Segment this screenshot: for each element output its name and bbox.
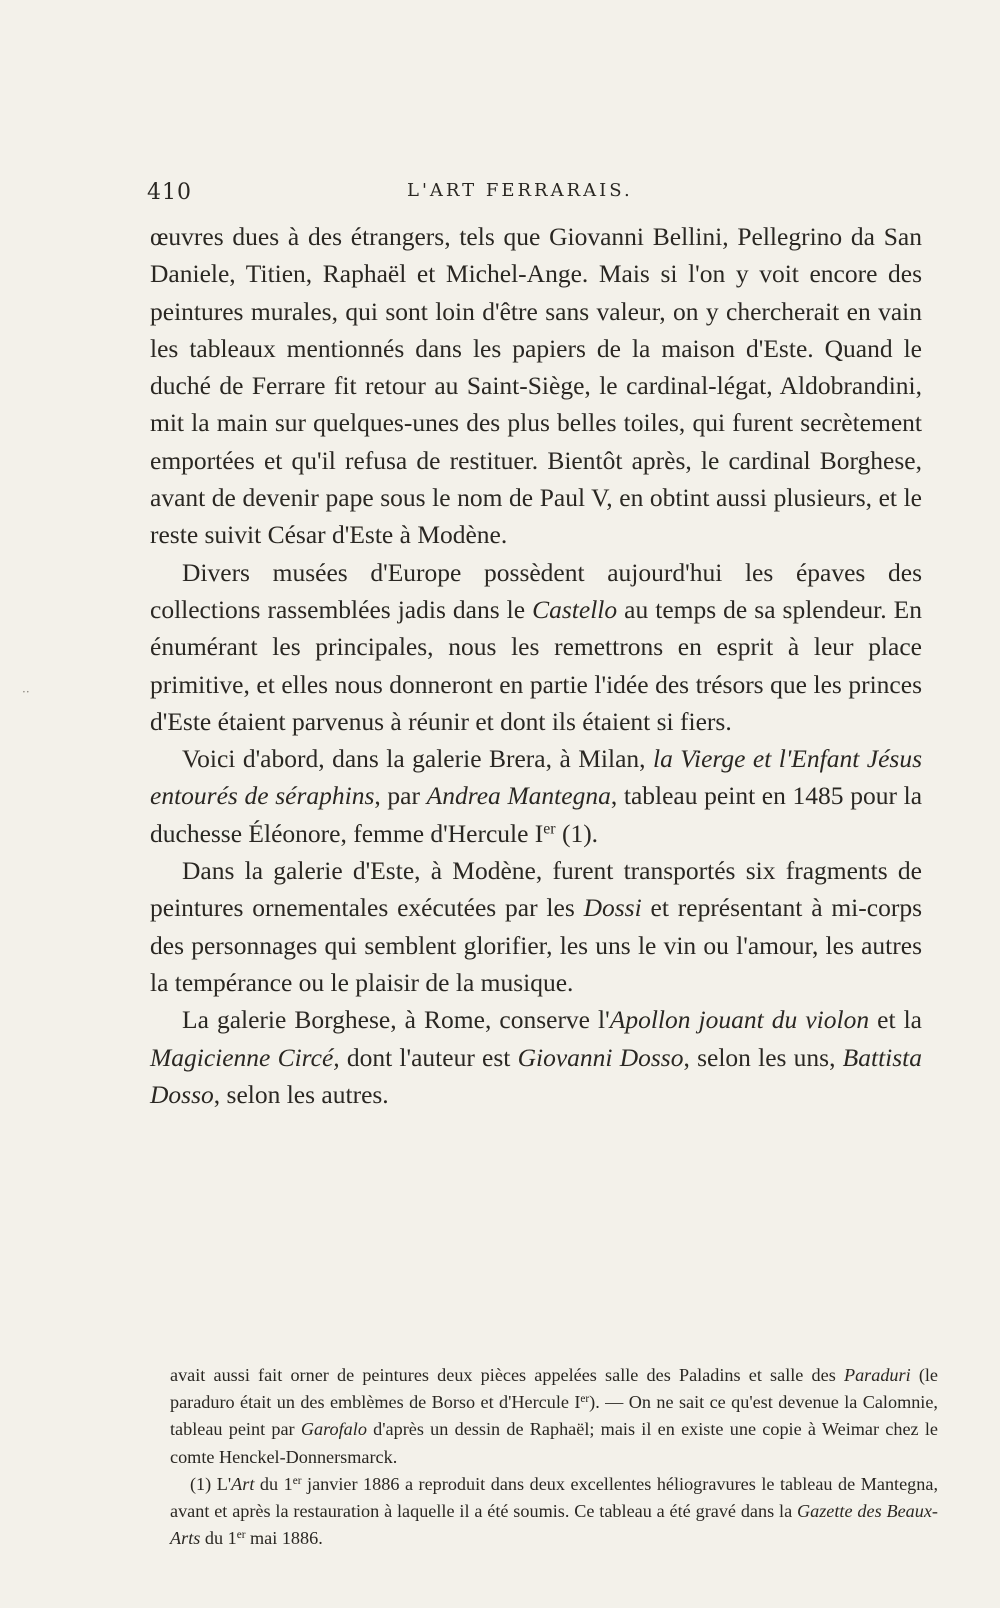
margin-speck: ·· bbox=[22, 685, 30, 699]
text-run: mai 1886. bbox=[245, 1528, 323, 1549]
paragraph-4 bbox=[150, 852, 922, 1001]
italic-run: Giovanni Dosso bbox=[517, 1042, 684, 1072]
footnote-continued bbox=[170, 1362, 938, 1471]
italic-run: Andrea Mantegna bbox=[426, 781, 611, 811]
text-run: œuvres dues à des étrangers, tels que Giovanni Bellini, Pellegrino da San Daniele, Titien, Raphaël et Michel-Ange. Mais si l'on y voit encore des peintures murales, qui sont loin d'être sans valeur, on y chercherait en vain les tableaux mentionnés dans les papiers de la maison d'Este. Quand le duché de Ferrare fit retour au Saint-Siège, le cardinal-légat, Aldobrandini, mit la main sur quelques-unes des plus belles toiles, qui furent secrètement emportées et qu'il refusa de restituer. Bientôt après, le cardinal Borghese, avant de devenir pape sous le nom de Paul V, en obtint aussi plusieurs, et le reste suivit César d'Este à Modène. bbox=[150, 222, 922, 550]
text-run: , selon les uns, bbox=[683, 1042, 843, 1072]
italic-run: Apollon jouant du violon bbox=[609, 1005, 870, 1035]
text-run: La galerie Borghese, à Rome, conserve l' bbox=[182, 1005, 610, 1035]
italic-run: Art bbox=[231, 1473, 255, 1494]
page-number: 410 bbox=[147, 180, 192, 205]
body-text bbox=[150, 218, 922, 1113]
text-run: (1). bbox=[555, 818, 599, 848]
text-run: du 1 bbox=[200, 1528, 237, 1549]
text-run: dont l'auteur est bbox=[339, 1042, 518, 1072]
paragraph-5 bbox=[150, 1001, 922, 1113]
text-run: (le paraduro était un des emblèmes de Borso et d'Hercule I bbox=[170, 1365, 939, 1413]
text-run: janvier 1886 a reproduit dans deux excellentes héliogravures le tableau de Mantegna, avant et après la restauration à laquelle il a été soumis. Ce tableau a été gravé dans la bbox=[170, 1473, 938, 1522]
text-run: , tableau peint en 1485 pour la duchesse Éléonore, femme d'Hercule I bbox=[150, 781, 923, 848]
text-run: et représentant à mi-corps des personnages qui semblent glorifier, les uns le vin ou l'amour, les autres la tempérance ou le plaisir de la musique. bbox=[150, 893, 922, 997]
italic-run: Gazette des Beaux-Arts bbox=[170, 1501, 938, 1549]
text-run: Voici d'abord, dans la galerie Brera, à Milan, bbox=[182, 744, 653, 774]
italic-run: Garofalo bbox=[300, 1419, 367, 1440]
text-run: au temps de sa splendeur. En énumérant les principales, nous les remettrons en esprit à leur place primitive, et elles nous donneront en partie l'idée des trésors que les princes d'Este étaient parvenus à réunir et dont ils étaient si fiers. bbox=[150, 594, 922, 736]
text-run: du 1 bbox=[254, 1473, 293, 1494]
superscript: er bbox=[292, 1474, 302, 1487]
italic-run: Magicienne Circé, bbox=[150, 1042, 340, 1072]
text-run: d'après un dessin de Raphaël; mais il en existe une copie à Weimar chez le comte Henckel-Donnersmarck. bbox=[170, 1419, 938, 1467]
text-run: , selon les autres. bbox=[213, 1079, 389, 1109]
italic-run: la Vierge et l'Enfant Jésus entourés de séraphins bbox=[150, 744, 923, 811]
paragraph-2 bbox=[150, 554, 922, 740]
italic-run: Dossi bbox=[583, 893, 642, 923]
paragraph-3 bbox=[150, 740, 922, 852]
text-run: et la bbox=[869, 1005, 923, 1035]
superscript: er bbox=[580, 1393, 590, 1405]
paragraph-1 bbox=[150, 218, 922, 554]
footnote-1 bbox=[170, 1471, 938, 1553]
superscript: er bbox=[236, 1529, 246, 1542]
text-run: Divers musées d'Europe possèdent aujourd'hui les épaves des collections rassemblées jadis dans le bbox=[150, 557, 922, 624]
running-title: L'ART FERRARAIS. bbox=[407, 180, 633, 201]
italic-run: Battista Dosso bbox=[150, 1042, 923, 1109]
running-head bbox=[147, 176, 922, 210]
text-run: , par bbox=[374, 781, 427, 811]
text-run: (1) L' bbox=[190, 1473, 232, 1494]
text-run: ). — On ne sait ce qu'est devenue la Calomnie, tableau peint par bbox=[170, 1392, 938, 1440]
superscript: er bbox=[543, 820, 556, 838]
footnotes bbox=[170, 1362, 938, 1552]
italic-run: Castello bbox=[532, 594, 618, 624]
text-run: Dans la galerie d'Este, à Modène, furent transportés six fragments de peintures ornementales exécutées par les bbox=[150, 856, 922, 923]
text-run: avait aussi fait orner de peintures deux pièces appelées salle des Paladins et salle des bbox=[170, 1365, 844, 1385]
italic-run: Paraduri bbox=[843, 1365, 911, 1385]
